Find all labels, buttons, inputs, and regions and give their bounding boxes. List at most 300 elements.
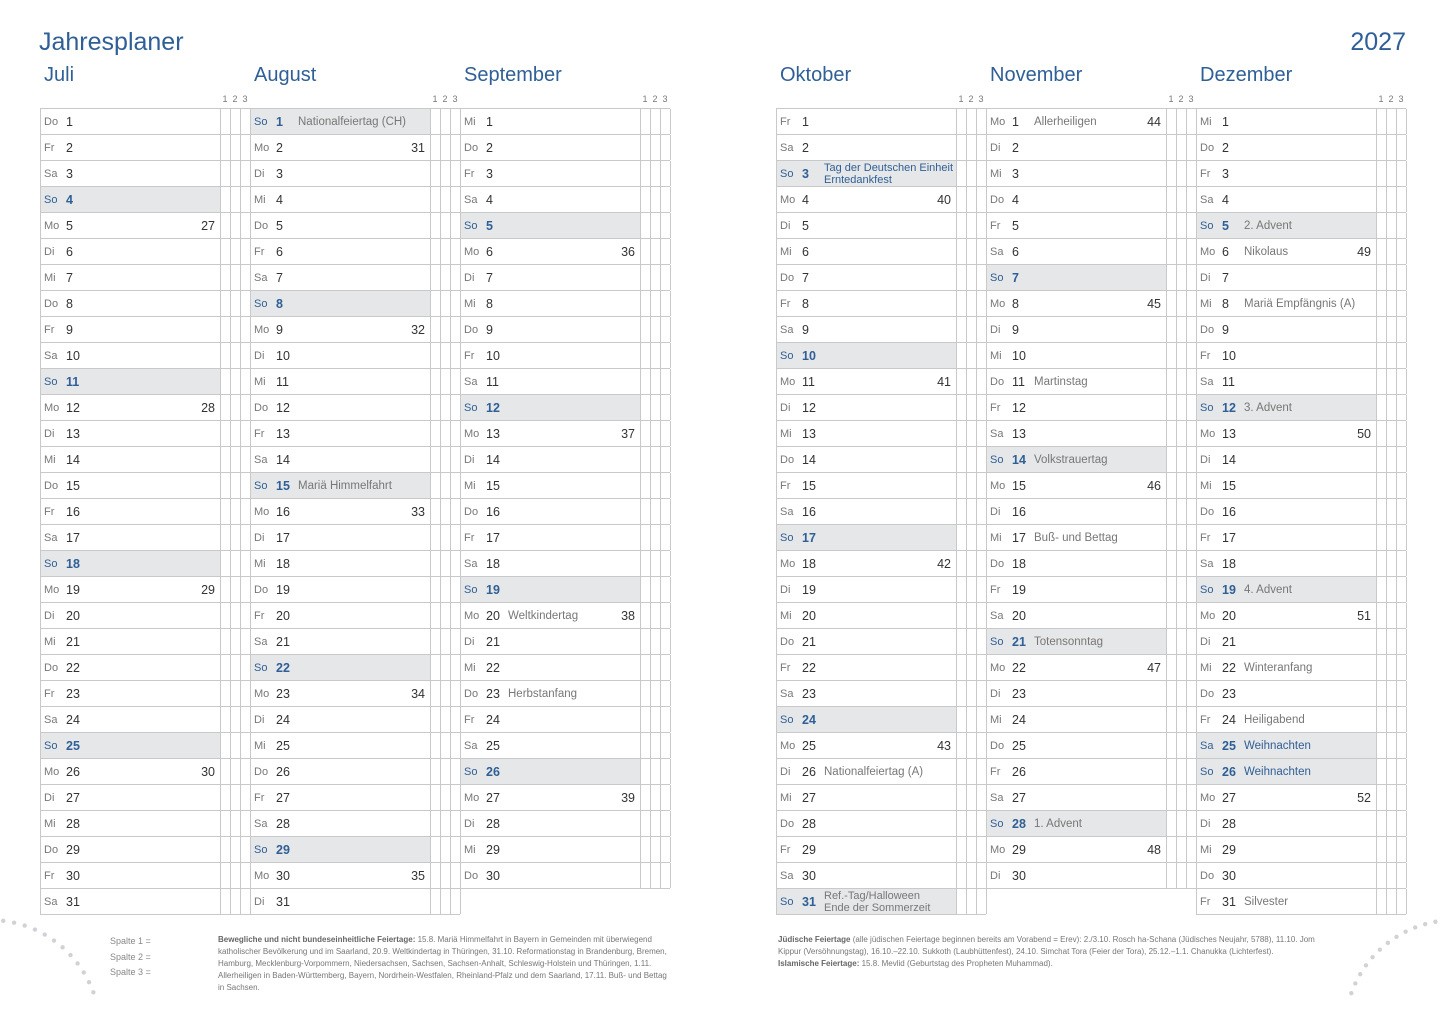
day-row[interactable]: [1196, 239, 1406, 265]
day-row[interactable]: [460, 473, 670, 499]
column-divider: [640, 525, 641, 550]
day-row[interactable]: [460, 785, 670, 811]
day-row[interactable]: [250, 629, 460, 655]
day-row[interactable]: [776, 863, 986, 889]
column-divider: [220, 395, 221, 420]
column-divider: [640, 655, 641, 680]
day-row[interactable]: [460, 551, 670, 577]
day-number: 7: [802, 271, 809, 285]
day-number: 9: [276, 323, 283, 337]
day-row[interactable]: [460, 863, 670, 889]
day-row[interactable]: [776, 447, 986, 473]
day-row[interactable]: [460, 161, 670, 187]
day-row[interactable]: [40, 863, 250, 889]
holiday-name: Volkstrauertag: [1034, 454, 1108, 466]
day-row[interactable]: [40, 681, 250, 707]
day-row[interactable]: [40, 733, 250, 759]
day-row[interactable]: [986, 395, 1196, 421]
day-row[interactable]: [250, 447, 460, 473]
day-row[interactable]: [776, 343, 986, 369]
day-row[interactable]: [986, 629, 1196, 655]
column-divider: [966, 707, 967, 732]
column-divider: [650, 135, 651, 160]
day-row[interactable]: [986, 343, 1196, 369]
day-row[interactable]: [1196, 551, 1406, 577]
day-row[interactable]: [1196, 759, 1406, 785]
day-row[interactable]: [1196, 603, 1406, 629]
day-row[interactable]: [250, 473, 460, 499]
day-row[interactable]: [250, 785, 460, 811]
day-number: 3: [486, 167, 493, 181]
day-row[interactable]: [1196, 785, 1406, 811]
day-row[interactable]: [460, 109, 670, 135]
column-divider: [660, 239, 661, 264]
column-divider: [250, 759, 251, 784]
column-divider: [976, 135, 977, 160]
day-row[interactable]: [250, 213, 460, 239]
day-row[interactable]: [250, 343, 460, 369]
day-row[interactable]: [1196, 213, 1406, 239]
day-row[interactable]: [986, 681, 1196, 707]
column-divider: [460, 265, 461, 290]
decorative-dot: [1370, 955, 1374, 959]
column-divider: [640, 733, 641, 758]
column-divider: [220, 161, 221, 186]
day-row[interactable]: [986, 707, 1196, 733]
day-row[interactable]: [776, 551, 986, 577]
weekday-label: Mo: [990, 116, 1006, 128]
day-row[interactable]: [1196, 837, 1406, 863]
day-row[interactable]: [986, 421, 1196, 447]
day-row[interactable]: [460, 135, 670, 161]
day-row[interactable]: [40, 135, 250, 161]
day-row[interactable]: [986, 317, 1196, 343]
day-row[interactable]: [40, 837, 250, 863]
column-divider: [450, 213, 451, 238]
day-number: 23: [486, 687, 500, 701]
weekday-label: Do: [1200, 506, 1215, 518]
column-divider: [450, 811, 451, 836]
day-row[interactable]: [986, 759, 1196, 785]
column-divider: [220, 447, 221, 472]
day-row[interactable]: [250, 265, 460, 291]
day-row[interactable]: [1196, 343, 1406, 369]
day-row[interactable]: [250, 603, 460, 629]
weekday-label: Mi: [780, 610, 792, 622]
day-row[interactable]: [40, 213, 250, 239]
day-row[interactable]: [776, 577, 986, 603]
day-row[interactable]: [986, 239, 1196, 265]
weekday-label: Mi: [44, 454, 56, 466]
day-row[interactable]: [40, 447, 250, 473]
column-divider: [986, 499, 987, 524]
day-row[interactable]: [986, 265, 1196, 291]
day-row[interactable]: [776, 603, 986, 629]
column-divider: [1176, 291, 1177, 316]
day-row[interactable]: [40, 187, 250, 213]
day-row[interactable]: [986, 837, 1196, 863]
column-divider: [440, 421, 441, 446]
day-row[interactable]: [1196, 395, 1406, 421]
column-divider: [776, 135, 777, 160]
day-row[interactable]: [250, 863, 460, 889]
day-row[interactable]: [460, 447, 670, 473]
day-row[interactable]: [40, 499, 250, 525]
day-row[interactable]: [250, 291, 460, 317]
day-row[interactable]: [250, 811, 460, 837]
weekday-label: Do: [44, 844, 59, 856]
day-row[interactable]: [250, 317, 460, 343]
day-row[interactable]: [460, 733, 670, 759]
weekday-label: Mi: [254, 194, 266, 206]
day-number: 29: [1222, 843, 1236, 857]
column-divider: [240, 863, 241, 888]
column-divider: [440, 889, 441, 914]
day-row[interactable]: [776, 395, 986, 421]
day-row[interactable]: [986, 655, 1196, 681]
day-row[interactable]: [40, 577, 250, 603]
column-divider: [1386, 213, 1387, 238]
day-row[interactable]: [250, 499, 460, 525]
day-row[interactable]: [460, 525, 670, 551]
column-divider: [230, 759, 231, 784]
day-row[interactable]: [776, 811, 986, 837]
day-row[interactable]: [1196, 681, 1406, 707]
day-row[interactable]: [460, 421, 670, 447]
day-row[interactable]: [250, 681, 460, 707]
column-divider: [956, 213, 957, 238]
day-row[interactable]: [40, 291, 250, 317]
column-divider: [440, 577, 441, 602]
column-divider: [220, 889, 221, 914]
week-number: 44: [1147, 115, 1161, 129]
day-number: 22: [486, 661, 500, 675]
day-row[interactable]: [250, 239, 460, 265]
column-divider: [776, 395, 777, 420]
day-row[interactable]: [460, 239, 670, 265]
day-row[interactable]: [986, 499, 1196, 525]
day-row[interactable]: [986, 369, 1196, 395]
day-row[interactable]: [986, 135, 1196, 161]
column-divider: [230, 213, 231, 238]
weekday-label: Mo: [1200, 792, 1216, 804]
day-row[interactable]: [40, 265, 250, 291]
column-divider: [40, 265, 41, 290]
day-row[interactable]: [776, 161, 986, 187]
day-row[interactable]: [460, 655, 670, 681]
day-row[interactable]: [1196, 655, 1406, 681]
column-divider: [966, 135, 967, 160]
day-row[interactable]: [460, 499, 670, 525]
day-row[interactable]: [250, 551, 460, 577]
day-row[interactable]: [460, 577, 670, 603]
day-row[interactable]: [40, 707, 250, 733]
weekday-label: Mi: [464, 844, 476, 856]
column-divider: [450, 759, 451, 784]
weekday-label: Di: [1200, 272, 1211, 284]
column-divider: [776, 785, 777, 810]
column-divider: [1376, 239, 1377, 264]
day-row[interactable]: [250, 577, 460, 603]
day-row[interactable]: [776, 291, 986, 317]
month-grid: [986, 108, 1196, 889]
day-row[interactable]: [40, 785, 250, 811]
day-row[interactable]: [250, 759, 460, 785]
day-row[interactable]: [776, 369, 986, 395]
day-number: 14: [1012, 453, 1026, 467]
day-row[interactable]: [1196, 811, 1406, 837]
weekday-label: Sa: [990, 428, 1004, 440]
column-divider: [250, 889, 251, 914]
day-row[interactable]: [776, 837, 986, 863]
day-row[interactable]: [250, 707, 460, 733]
day-row[interactable]: [776, 733, 986, 759]
day-row[interactable]: [40, 109, 250, 135]
day-number: 8: [802, 297, 809, 311]
day-number: 31: [66, 895, 80, 909]
day-row[interactable]: [776, 265, 986, 291]
day-row[interactable]: [460, 603, 670, 629]
column-divider: [240, 551, 241, 576]
day-row[interactable]: [776, 525, 986, 551]
column-divider: [976, 525, 977, 550]
day-row[interactable]: [986, 603, 1196, 629]
day-row[interactable]: [250, 109, 460, 135]
day-row[interactable]: [1196, 317, 1406, 343]
day-row[interactable]: [250, 161, 460, 187]
day-row[interactable]: [776, 759, 986, 785]
day-row[interactable]: [460, 187, 670, 213]
column-divider: [1196, 187, 1197, 212]
day-row[interactable]: [40, 317, 250, 343]
day-row[interactable]: [1196, 109, 1406, 135]
column-divider: [660, 629, 661, 654]
column-divider: [1386, 343, 1387, 368]
week-number: 46: [1147, 479, 1161, 493]
column-divider: [966, 577, 967, 602]
column-divider: [440, 161, 441, 186]
column-divider: [1166, 525, 1167, 550]
decorative-dot: [1358, 972, 1362, 976]
day-row[interactable]: [1196, 629, 1406, 655]
weekday-label: Mi: [990, 714, 1002, 726]
column-divider: [430, 759, 431, 784]
day-row[interactable]: [776, 187, 986, 213]
day-row[interactable]: [250, 837, 460, 863]
day-row[interactable]: [40, 759, 250, 785]
day-row[interactable]: [40, 343, 250, 369]
weekday-label: Di: [780, 402, 791, 414]
day-row[interactable]: [460, 837, 670, 863]
day-row[interactable]: [250, 525, 460, 551]
column-divider: [1406, 317, 1407, 342]
day-row[interactable]: [40, 655, 250, 681]
day-row[interactable]: [776, 707, 986, 733]
day-row[interactable]: [460, 395, 670, 421]
column-divider: [660, 395, 661, 420]
day-row[interactable]: [460, 317, 670, 343]
day-row[interactable]: [986, 811, 1196, 837]
day-row[interactable]: [250, 889, 460, 915]
day-row[interactable]: [40, 603, 250, 629]
day-row[interactable]: [250, 733, 460, 759]
column-divider: [440, 369, 441, 394]
day-row[interactable]: [776, 681, 986, 707]
weekday-label: Do: [1200, 870, 1215, 882]
decorative-dot: [22, 923, 26, 927]
day-row[interactable]: [986, 473, 1196, 499]
day-row[interactable]: [40, 525, 250, 551]
day-row[interactable]: [460, 707, 670, 733]
column-divider: [1376, 213, 1377, 238]
day-row[interactable]: [1196, 525, 1406, 551]
day-row[interactable]: [776, 213, 986, 239]
day-row[interactable]: [986, 187, 1196, 213]
column-divider: [776, 343, 777, 368]
day-row[interactable]: [986, 733, 1196, 759]
day-row[interactable]: [40, 369, 250, 395]
holiday-name: Weltkindertag: [508, 610, 579, 622]
column-divider: [440, 733, 441, 758]
column-divider: [1166, 681, 1167, 706]
day-row[interactable]: [40, 239, 250, 265]
day-row[interactable]: [250, 655, 460, 681]
column-divider: [1406, 447, 1407, 472]
day-row[interactable]: [776, 629, 986, 655]
day-row[interactable]: [250, 187, 460, 213]
day-row[interactable]: [40, 811, 250, 837]
weekday-label: Di: [464, 818, 475, 830]
day-row[interactable]: [1196, 187, 1406, 213]
day-row[interactable]: [776, 889, 986, 915]
week-number: 32: [411, 323, 425, 337]
day-number: 5: [1012, 219, 1019, 233]
day-row[interactable]: [1196, 369, 1406, 395]
weekday-label: Sa: [44, 896, 58, 908]
column-divider: [1386, 681, 1387, 706]
weekday-label: Di: [254, 532, 265, 544]
day-row[interactable]: [776, 109, 986, 135]
weekday-label: So: [780, 168, 794, 180]
day-row[interactable]: [776, 473, 986, 499]
weekday-label: Fr: [780, 662, 791, 674]
day-row[interactable]: [986, 863, 1196, 889]
day-row[interactable]: [986, 525, 1196, 551]
column-divider: [1186, 759, 1187, 784]
day-row[interactable]: [776, 239, 986, 265]
column-divider: [956, 239, 957, 264]
column-divider: [986, 629, 987, 654]
day-row[interactable]: [1196, 291, 1406, 317]
day-row[interactable]: [250, 135, 460, 161]
month-grid: [1196, 108, 1406, 915]
day-row[interactable]: [1196, 577, 1406, 603]
day-row[interactable]: [776, 785, 986, 811]
column-divider: [650, 655, 651, 680]
day-row[interactable]: [40, 473, 250, 499]
column-divider: [1376, 395, 1377, 420]
day-row[interactable]: [776, 317, 986, 343]
day-row[interactable]: [1196, 447, 1406, 473]
weekday-label: Do: [990, 558, 1005, 570]
day-number: 15: [1222, 479, 1236, 493]
day-row[interactable]: [40, 629, 250, 655]
day-row[interactable]: [1196, 161, 1406, 187]
column-divider: [956, 785, 957, 810]
column-divider: [956, 629, 957, 654]
column-divider: [440, 109, 441, 134]
column-divider: [1176, 837, 1177, 862]
day-number: 5: [276, 219, 283, 233]
week-number: 39: [621, 791, 635, 805]
column-divider: [966, 369, 967, 394]
day-row[interactable]: [986, 213, 1196, 239]
day-row[interactable]: [1196, 863, 1406, 889]
day-number: 24: [1012, 713, 1026, 727]
day-row[interactable]: [460, 811, 670, 837]
weekday-label: Mo: [254, 324, 270, 336]
day-row[interactable]: [986, 109, 1196, 135]
column-divider: [640, 629, 641, 654]
column-divider: [460, 837, 461, 862]
day-row[interactable]: [460, 265, 670, 291]
day-row[interactable]: [40, 395, 250, 421]
day-row[interactable]: [40, 421, 250, 447]
weekday-label: Mo: [1200, 246, 1216, 258]
day-row[interactable]: [250, 421, 460, 447]
column-divider: [650, 733, 651, 758]
day-row[interactable]: [1196, 733, 1406, 759]
day-row[interactable]: [1196, 707, 1406, 733]
day-row[interactable]: [250, 395, 460, 421]
holiday-name-secondary: Ende der Sommerzeit: [824, 902, 931, 914]
day-row[interactable]: [460, 629, 670, 655]
day-row[interactable]: [776, 655, 986, 681]
day-row[interactable]: [460, 213, 670, 239]
holiday-name: Mariä Empfängnis (A): [1244, 298, 1356, 310]
column-divider: [1176, 447, 1177, 472]
column-divider: [1376, 109, 1377, 134]
column-divider: [250, 655, 251, 680]
day-row[interactable]: [460, 343, 670, 369]
column-divider: [1376, 525, 1377, 550]
day-row[interactable]: [986, 785, 1196, 811]
day-row[interactable]: [460, 681, 670, 707]
day-row[interactable]: [776, 421, 986, 447]
day-row[interactable]: [40, 161, 250, 187]
day-row[interactable]: [1196, 473, 1406, 499]
day-row[interactable]: [986, 577, 1196, 603]
day-row[interactable]: [1196, 421, 1406, 447]
day-row[interactable]: [460, 369, 670, 395]
day-row[interactable]: [1196, 499, 1406, 525]
day-row[interactable]: [776, 135, 986, 161]
day-row[interactable]: [986, 551, 1196, 577]
day-row[interactable]: [986, 291, 1196, 317]
day-row[interactable]: [986, 161, 1196, 187]
column-divider: [450, 343, 451, 368]
month-grid: [40, 108, 250, 915]
day-row[interactable]: [986, 447, 1196, 473]
day-number: 19: [486, 583, 500, 597]
day-row[interactable]: [1196, 135, 1406, 161]
day-row[interactable]: [460, 291, 670, 317]
day-row[interactable]: [40, 551, 250, 577]
day-row[interactable]: [460, 759, 670, 785]
day-row[interactable]: [776, 499, 986, 525]
day-row[interactable]: [250, 369, 460, 395]
day-row[interactable]: [1196, 265, 1406, 291]
